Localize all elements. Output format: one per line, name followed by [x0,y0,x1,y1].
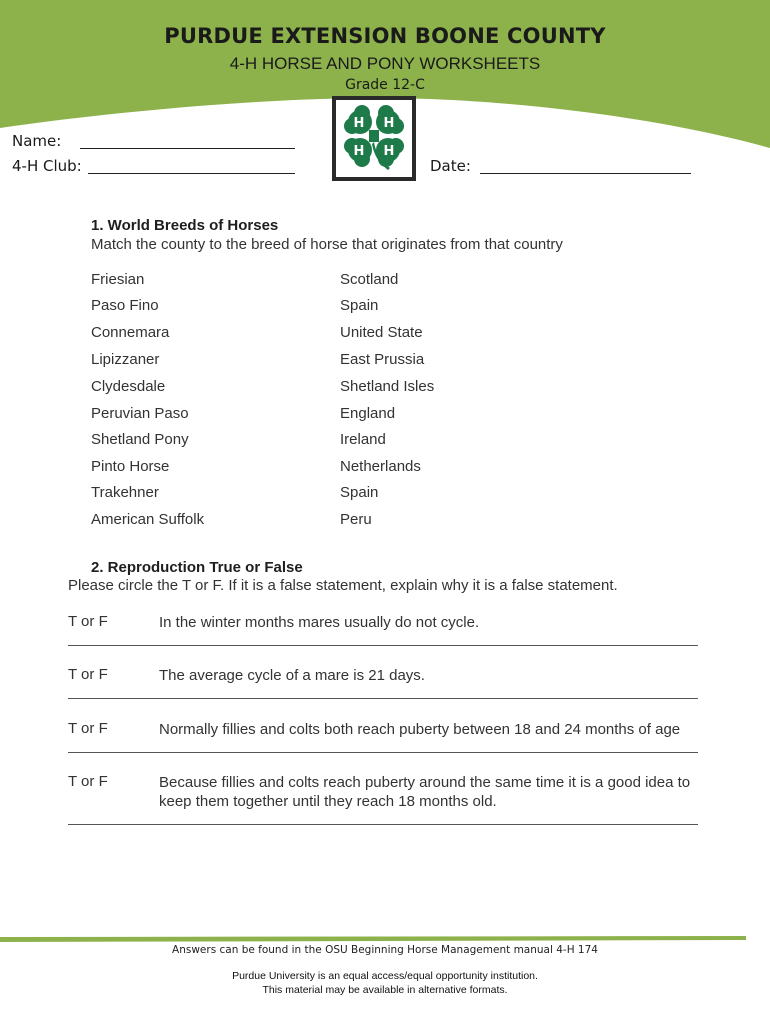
breed-row [0,378,770,398]
breed-name: American Suffolk [91,511,205,528]
alternative-formats-statement: This material may be available in alternative formats. [262,984,508,996]
true-false-choice[interactable]: T or F [68,773,108,790]
answer-line[interactable] [68,645,698,646]
question-statement: The average cycle of a mare is 21 days. [159,667,425,684]
clover-letter: H [353,144,365,159]
country-name: Peru [340,511,372,528]
4h-clover-logo [332,96,416,181]
equal-opportunity-statement: Purdue University is an equal access/equal opportunity institution. [232,970,538,982]
answer-line[interactable] [68,752,698,753]
true-false-choice[interactable]: T or F [68,666,108,683]
section-1-instructions: Match the county to the breed of horse that originates from that country [91,236,563,253]
answers-note: Answers can be found in the OSU Beginning Horse Management manual 4-H 174 [172,944,598,956]
country-name: United State [340,324,423,341]
question-statement: In the winter months mares usually do not cycle. [159,614,480,631]
breed-row [0,351,770,371]
worksheet-subtitle: 4-H HORSE AND PONY WORKSHEETS [229,54,541,73]
country-name: Shetland Isles [340,378,435,395]
breed-row [0,431,770,451]
breed-name: Friesian [91,271,145,288]
breed-name: Pinto Horse [91,458,170,475]
country-name: East Prussia [340,351,425,368]
country-name: Netherlands [340,458,421,475]
footer-divider [0,936,746,943]
section-2-heading: 2. Reproduction True or False [91,559,303,576]
date-label: Date: [430,157,471,175]
breed-row [0,271,770,291]
grade-label: Grade 12-C [345,77,425,93]
clover-letter: H [383,116,395,131]
answer-line[interactable] [68,698,698,699]
question-statement: Normally fillies and colts both reach puberty between 18 and 24 months of age [159,721,681,738]
page-title: PURDUE EXTENSION BOONE COUNTY [164,24,606,48]
breed-row [0,511,770,531]
breed-name: Paso Fino [91,297,159,314]
name-field[interactable] [80,148,295,149]
country-name: Spain [340,484,379,501]
breed-name: Peruvian Paso [91,405,189,422]
breed-name: Trakehner [91,484,159,501]
breed-row [0,405,770,425]
club-field[interactable] [88,173,295,174]
breed-name: Shetland Pony [91,431,189,448]
country-name: England [340,405,396,422]
country-name: Scotland [340,271,399,288]
breed-row [0,458,770,478]
country-name: Spain [340,297,379,314]
true-false-choice[interactable]: T or F [68,720,108,737]
question-statement: Because fillies and colts reach puberty around the same time it is a good idea to keep them together until they reach 18 months old. [159,774,691,810]
breed-name: Connemara [91,324,170,341]
club-label: 4-H Club: [12,157,82,175]
breed-row [0,297,770,317]
answer-line[interactable] [68,824,698,825]
section-1-heading: 1. World Breeds of Horses [91,217,279,234]
breed-name: Lipizzaner [91,351,160,368]
name-label: Name: [12,132,62,150]
section-2-instructions: Please circle the T or F. If it is a false statement, explain why it is a false statement. [68,577,618,594]
clover-letter: H [353,116,365,131]
clover-letter: H [383,144,395,159]
breed-row [0,324,770,344]
country-name: Ireland [340,431,386,448]
breed-name: Clydesdale [91,378,166,395]
date-field[interactable] [480,173,691,174]
true-false-choice[interactable]: T or F [68,613,108,630]
breed-row [0,484,770,504]
